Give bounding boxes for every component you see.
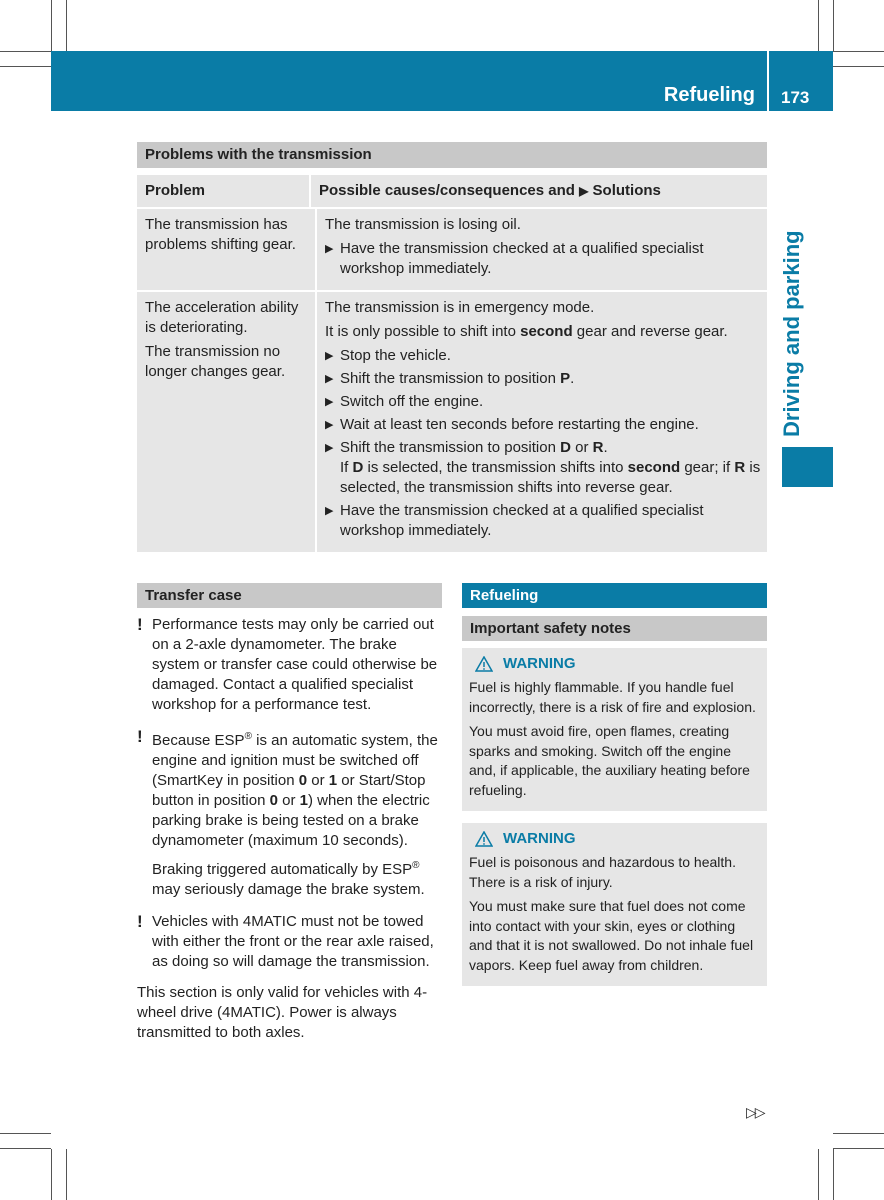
section-heading: Transfer case bbox=[137, 583, 442, 608]
problem-cell: The transmission has problems shifting gear. bbox=[137, 209, 317, 290]
page-header bbox=[51, 51, 833, 111]
play-arrow-icon: ▶ bbox=[325, 396, 334, 408]
crop-mark bbox=[0, 51, 51, 52]
side-tab-label: Driving and parking bbox=[779, 230, 804, 437]
attention-note: ! Because ESP® is an automatic system, the engine and ignition must be switched off (SmartKey in position 0 or 1 or Start/Stop button in position 0 or 1) when the electric parking brake is being tested on a brake dynamometer (maximum 10 seconds). Braking triggered automatically by ESP® may seriously damage the brake system. bbox=[137, 727, 442, 905]
solution-step: ▶ Have the transmission checked at a qualified specialist workshop immediately. bbox=[325, 502, 704, 539]
header-section-title: Refueling bbox=[663, 84, 755, 106]
attention-note: ! Vehicles with 4MATIC must not be towed with either the front or the rear axle raised, as doing so will damage the transmission. bbox=[137, 912, 442, 977]
exclamation-icon: ! bbox=[137, 615, 143, 634]
column-header-problem: Problem bbox=[137, 175, 311, 207]
solution-cell bbox=[317, 209, 767, 290]
crop-mark bbox=[0, 1133, 51, 1134]
problem-cell: The acceleration ability is deteriorating. The transmission no longer changes gear. bbox=[137, 292, 317, 552]
table-header-row bbox=[137, 175, 767, 207]
warning-triangle-icon bbox=[475, 656, 493, 672]
warning-label: WARNING bbox=[503, 655, 576, 673]
crop-mark bbox=[66, 1149, 67, 1200]
warning-triangle-icon bbox=[475, 831, 493, 847]
exclamation-icon: ! bbox=[137, 727, 143, 746]
play-arrow-icon: ▶ bbox=[325, 419, 334, 431]
crop-mark bbox=[51, 1149, 52, 1200]
crop-mark bbox=[818, 1149, 819, 1200]
play-arrow-icon: ▶ bbox=[325, 505, 334, 517]
table-row bbox=[137, 292, 767, 552]
crop-mark bbox=[0, 1148, 51, 1149]
page-number: 173 bbox=[781, 88, 810, 107]
crop-mark bbox=[0, 66, 51, 67]
side-tab-marker bbox=[782, 447, 833, 487]
crop-mark bbox=[66, 0, 67, 51]
cause-text: It is only possible to shift into second gear and reverse gear. bbox=[325, 323, 728, 340]
body-text: This section is only valid for vehicles with 4-wheel drive (4MATIC). Power is always transmitted to both axles. bbox=[137, 984, 428, 1041]
problems-table bbox=[137, 142, 767, 552]
crop-mark bbox=[833, 51, 884, 52]
crop-mark bbox=[833, 1133, 884, 1134]
section-heading: Refueling bbox=[462, 583, 767, 608]
transfer-case-section bbox=[137, 583, 442, 1043]
solution-step: ▶ Stop the vehicle. bbox=[325, 347, 451, 364]
exclamation-icon: ! bbox=[137, 912, 143, 931]
cause-text: The transmission is losing oil. bbox=[325, 216, 521, 233]
crop-mark bbox=[833, 0, 834, 51]
play-arrow-icon: ▶ bbox=[325, 243, 334, 255]
warning-box: WARNING Fuel is highly flammable. If you handle fuel incorrectly, there is a risk of fire and explosion. You must avoid fire, open flames, creating sparks and smoking. Switch off the engine and, if applicable, the auxiliary heating before refueling. bbox=[462, 648, 767, 811]
crop-mark bbox=[51, 0, 52, 51]
play-arrow-icon: ▶ bbox=[325, 373, 334, 385]
refueling-section bbox=[462, 583, 767, 986]
solution-step: ▶ Switch off the engine. bbox=[325, 393, 484, 410]
crop-mark bbox=[833, 66, 884, 67]
play-arrow-icon: ▶ bbox=[325, 442, 334, 454]
solution-cell bbox=[317, 292, 767, 552]
cause-text: The transmission is in emergency mode. bbox=[325, 299, 595, 316]
play-arrow-icon: ▶ bbox=[579, 184, 589, 198]
warning-label: WARNING bbox=[503, 830, 576, 848]
subsection-heading: Important safety notes bbox=[462, 616, 767, 641]
crop-mark bbox=[833, 1148, 884, 1149]
table-row bbox=[137, 209, 767, 290]
crop-mark bbox=[833, 1149, 834, 1200]
crop-mark bbox=[818, 0, 819, 51]
continue-marker: ▷▷ bbox=[746, 1104, 764, 1120]
table-title: Problems with the transmission bbox=[137, 142, 767, 168]
solution-step: ▶ Wait at least ten seconds before restarting the engine. bbox=[325, 416, 699, 433]
solution-step: ▶ Shift the transmission to position P. bbox=[325, 370, 575, 387]
play-arrow-icon: ▶ bbox=[325, 350, 334, 362]
header-divider bbox=[767, 51, 769, 111]
solution-step: ▶ Shift the transmission to position D or R. If D is selected, the transmission shifts into second gear; if R is selected, the transmission shifts into reverse gear. bbox=[325, 439, 761, 496]
column-header-causes: Possible causes/consequences and ▶ Solutions bbox=[319, 182, 661, 199]
solution-step: ▶ Have the transmission checked at a qualified specialist workshop immediately. bbox=[325, 240, 704, 277]
attention-note: ! Performance tests may only be carried out on a 2-axle dynamometer. The brake system or transfer case could otherwise be damaged. Contact a qualified specialist workshop for a performance test. bbox=[137, 615, 442, 720]
warning-box: WARNING Fuel is poisonous and hazardous to health. There is a risk of injury. You must make sure that fuel does not come into contact with your skin, eyes or clothing and that it is not swallowed. Do not inhale fuel vapors. Keep fuel away from children. bbox=[462, 823, 767, 986]
